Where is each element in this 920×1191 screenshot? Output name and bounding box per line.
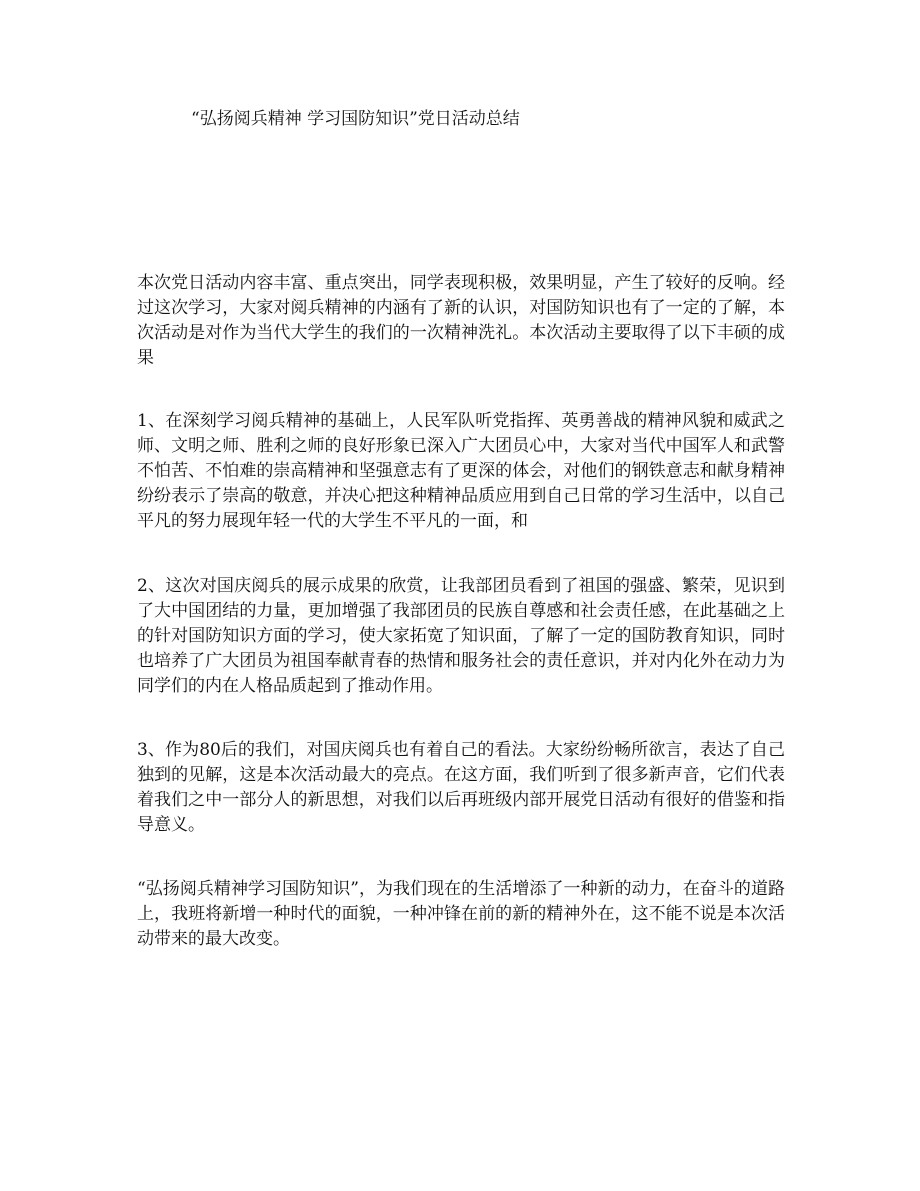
paragraph-intro: 本次党日活动内容丰富、重点突出，同学表现积极，效果明显，产生了较好的反响。经过这次学习，大家对阅兵精神的内涵有了新的认识，对国防知识也有了一定的了解，本次活动是对作为当代大学生的我们的一次精神洗礼。本次活动主要取得了以下丰硕的成果 [137,273,785,368]
paragraph-conclusion: “弘扬阅兵精神学习国防知识”，为我们现在的生活增添了一种新的动力，在奋斗的道路上，我班将新增一种时代的面貌，一种冲锋在前的新的精神外在，这不能不说是本次活动带来的最大改变。 [137,879,785,949]
paragraph-point-2: 2、这次对国庆阅兵的展示成果的欣赏，让我部团员看到了祖国的强盛、繁荣，见识到了大中国团结的力量，更加增强了我部团员的民族自尊感和社会责任感，在此基础之上的针对国防知识方面的学习，使大家拓宽了知识面，了解了一定的国防教育知识，同时也培养了广大团员为祖国奉献青春的热情和服务社会的责任意识，并对内化外在动力为同学们的内在人格品质起到了推动作用。 [137,576,785,696]
paragraph-point-3: 3、作为80后的我们，对国庆阅兵也有着自己的看法。大家纷纷畅所欲言，表达了自己独到的见解，这是本次活动最大的亮点。在这方面，我们听到了很多新声音，它们代表着我们之中一部分人的新思想，对我们以后再班级内部开展党日活动有很好的借鉴和指导意义。 [137,740,785,835]
document-title: “弘扬阅兵精神 学习国防知识”党日活动总结 [191,109,520,129]
paragraph-point-1: 1、在深刻学习阅兵精神的基础上，人民军队听党指挥、英勇善战的精神风貌和威武之师、文明之师、胜利之师的良好形象已深入广大团员心中，大家对当代中国军人和武警不怕苦、不怕难的崇高精神和坚强意志有了更深的体会，对他们的钢铁意志和献身精神纷纷表示了崇高的敬意，并决心把这种精神品质应用到自己日常的学习生活中，以自己平凡的努力展现年轻一代的大学生不平凡的一面，和 [137,411,785,531]
